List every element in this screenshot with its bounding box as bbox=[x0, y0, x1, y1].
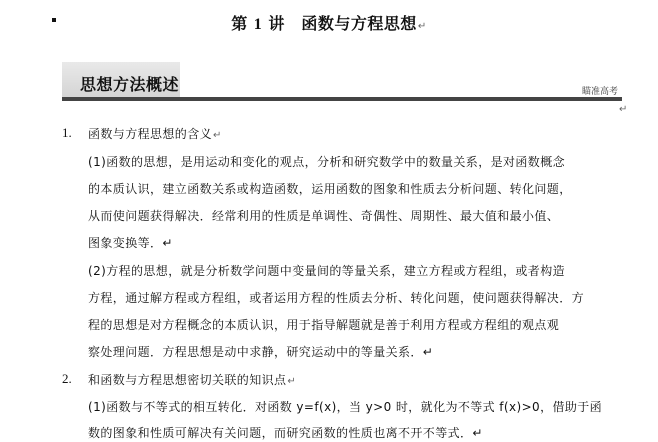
paragraph-line: 图象变换等．↵ bbox=[88, 236, 173, 250]
list-number: 2. bbox=[62, 371, 72, 386]
paragraph-mark-icon: ↵ bbox=[213, 130, 222, 141]
section-tag: 瞄准高考 bbox=[581, 87, 618, 97]
list-number: 1. bbox=[62, 125, 72, 140]
title-prefix: 第 bbox=[231, 14, 248, 33]
title-main: 讲 函数与方程思想 bbox=[268, 14, 417, 33]
paragraph-line: 从而使问题获得解决．经常利用的性质是单调性、奇偶性、周期性、最大值和最小值、 bbox=[88, 209, 560, 223]
section-title: 思想方法概述 bbox=[80, 75, 180, 94]
paragraph-line: (1)函数与不等式的相互转化．对函数 y=f(x)，当 y>0 时，就化为不等式 f(x)>0，借助于函 bbox=[88, 400, 603, 414]
paragraph-line: 程的思想是对方程概念的本质认识，用于指导解题就是善于利用方程或方程组的观点观 bbox=[88, 318, 560, 332]
paragraph-mark-icon: ↵ bbox=[287, 376, 297, 387]
list-heading: 函数与方程思想的含义↵ bbox=[88, 127, 222, 141]
paragraph-line: 数的图象和性质可解决有关问题，而研究函数的性质也离不开不等式．↵ bbox=[88, 426, 483, 440]
paragraph-mark-icon: ↵ bbox=[417, 21, 427, 32]
paragraph-line: (2)方程的思想，就是分析数学问题中变量间的等量关系，建立方程或方程组，或者构造 bbox=[88, 264, 566, 278]
paragraph-mark-icon: ↵ bbox=[619, 104, 628, 115]
list-heading: 和函数与方程思想密切关联的知识点↵ bbox=[88, 373, 297, 387]
page-title bbox=[0, 11, 658, 34]
paragraph-line: 方程，通过解方程或方程组，或者运用方程的性质去分析、转化问题，使问题获得解决．方 bbox=[88, 291, 585, 305]
title-number: 1 bbox=[253, 16, 263, 33]
paragraph-line: (1)函数的思想，是用运动和变化的观点，分析和研究数学中的数量关系，是对函数概念 bbox=[88, 155, 566, 169]
paragraph-line: 的本质认识，建立函数关系或构造函数，运用函数的图象和性质去分析问题、转化问题， bbox=[88, 182, 572, 196]
paragraph-line: 察处理问题．方程思想是动中求静，研究运动中的等量关系．↵ bbox=[88, 345, 434, 359]
section-divider bbox=[62, 97, 622, 101]
